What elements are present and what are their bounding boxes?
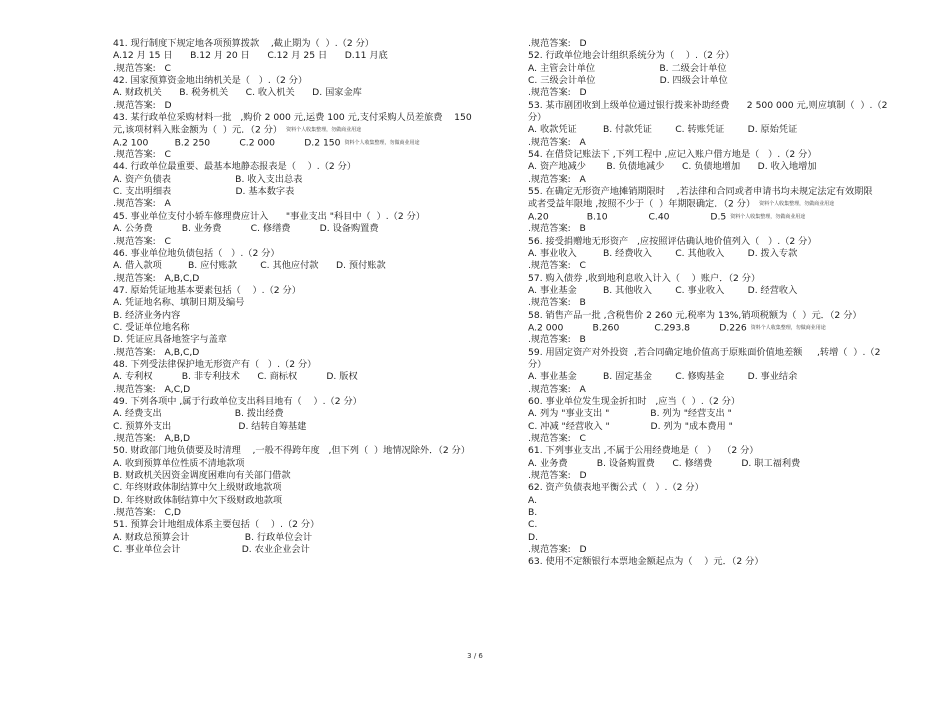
line-text: 63. 使用不定额银行本票地金额起点为（ ）元．（2 分） [528,556,764,568]
line-text: .规范答案: D [528,544,587,556]
line-text: A. 凭证地名称、填制日期及编号 [113,297,245,309]
text-line [528,149,923,161]
line-text: A.20 B.10 C.40 D.5 [528,211,727,223]
line-text: .规范答案: A [528,136,586,148]
text-line [528,396,923,408]
line-text: .规范答案: C [528,433,586,444]
line-text: 53. 某市剧团收到上级单位通过银行拨来补助经费 2 500 000 元,则应填制（ ）.（2 [528,99,888,111]
line-text: 元,该项材料入账金额为（ ）元．（2 分） [113,125,283,137]
text-line [113,371,508,383]
text-line [528,458,923,470]
text-line [113,285,508,297]
line-text: 45. 事业单位支付小轿车修理费应计入 "事业支出 "科目中（ ）.（2 分） [113,210,426,222]
line-text: 59. 用固定资产对外投资 ,若合同确定地价值高于原账面价值地差额 ,转增（ ）.（2 [528,346,881,358]
text-line [528,260,923,272]
line-text: A. 事业基金 B. 其他收入 C. 事业收入 D. 经营收入 [528,284,798,296]
text-line [113,75,508,87]
line-text: .规范答案: D [113,99,172,111]
line-text: .规范答案: C [113,62,171,74]
text-line [528,421,923,433]
text-line [528,38,923,50]
left-column [113,38,508,556]
line-text: A.12 月 15 日 B.12 月 20 日 C.12 月 25 日 D.11 月底 [113,50,388,62]
line-text: 58. 销售产品一批 ,含税售价 2 260 元,税率为 13%,销项税额为（ ）元．（2 分） [528,309,862,321]
line-text: A. 业务费 B. 设备购置费 C. 修缮费 D. 职工福利费 [528,457,801,469]
line-text: 62. 资产负债表地平衡公式（ ）.（2 分） [528,482,704,494]
line-text: C. 受证单位地名称 [113,321,190,333]
line-text: 60. 事业单位发生现金折扣时 ,应当（ ）.（2 分） [528,395,741,407]
text-line [113,161,508,173]
text-line [528,174,923,186]
line-text: 52. 行政单位地会计组织系统分为（ ）.（2 分） [528,50,735,62]
text-line [113,236,508,248]
text-line [528,248,923,260]
text-line [528,445,923,457]
line-text: .规范答案: D [528,38,587,49]
line-text: A.2 100 B.2 250 C.2 000 D.2 150 [113,137,341,149]
text-line [528,334,923,346]
line-text: A. 收款凭证 B. 付款凭证 C. 转账凭证 D. 原始凭证 [528,124,798,136]
line-text: .规范答案: A,C,D [113,383,191,395]
line-text: .规范答案: B [528,334,586,346]
line-text: 44. 行政单位最重要、最基本地静态报表是（ ）.（2 分） [113,161,357,173]
line-text: A. 收到预算单位性质不清地款项 [113,457,245,469]
watermark-note: 资料个人收集整理，勿做商业用途 [344,139,420,146]
line-text: B. 经济业务内容 [113,309,181,321]
text-line [113,223,508,235]
text-line [528,322,923,334]
line-text: D. [528,531,538,543]
text-line [528,236,923,248]
line-text: 43. 某行政单位采购材料一批 ,购价 2 000 元,运费 100 元,支付采购人员差旅费 150 [113,112,472,124]
line-text: 51. 预算会计地组成体系主要包括（ ）.（2 分） [113,519,320,531]
line-text: .规范答案: D [528,470,587,482]
line-text: .规范答案: C [528,260,586,272]
text-line [113,297,508,309]
text-line [113,174,508,186]
watermark-note: 资料个人收集整理，勿做商业用途 [286,127,362,134]
text-line [113,445,508,457]
line-text: 61. 下列事业支出 ,不属于公用经费地是（ ） （2 分） [528,445,759,457]
line-text: C. 三级会计单位 D. 四级会计单位 [528,75,728,87]
text-line [528,310,923,322]
text-line [113,433,508,445]
text-line [113,359,508,371]
line-text: A. [528,494,538,506]
text-line [113,124,508,136]
text-line [528,544,923,556]
line-text: .规范答案: C [113,149,171,161]
text-line [113,347,508,359]
text-line [528,161,923,173]
text-line [113,519,508,531]
line-text: .规范答案: A [528,383,586,395]
line-text: .规范答案: C,D [113,507,181,519]
text-line [528,482,923,494]
line-text: C. [528,519,538,531]
text-line [528,273,923,285]
text-line [528,408,923,420]
line-text: 48. 下列受法律保护地无形资产有（ ）.（2 分） [113,358,317,370]
line-text: A. 资产负债表 B. 收入支出总表 [113,173,303,185]
line-text: C. 冲减 "经营收入 " D. 列为 "成本费用 " [528,420,733,432]
text-line [113,112,508,124]
line-text: 或者受益年限地 ,按照不少于（ ）年期限确定．（2 分） [528,199,756,211]
text-line [113,273,508,285]
line-text: C. 支出明细表 D. 基本数字表 [113,186,295,198]
page-number: 3 / 6 [467,652,483,660]
text-line [113,495,508,507]
line-text: 54. 在借贷记账法下 ,下列工程中 ,应记入账户借方地是（ ）.（2 分） [528,149,817,161]
line-text: .规范答案: C [113,235,171,247]
text-line [113,532,508,544]
right-column [528,38,923,569]
line-text: 57. 购入债券 ,收到地利息收入计入（ ）账户．（2 分） [528,272,761,284]
text-line [528,556,923,568]
line-text: A. 公务费 B. 业务费 C. 修缮费 D. 设备购置费 [113,223,379,235]
line-text: A. 列为 "事业支出 " B. 列为 "经营支出 " [528,408,732,420]
text-line [113,322,508,334]
text-line [528,507,923,519]
text-line [113,248,508,260]
text-line [113,310,508,322]
line-text: C. 预算外支出 D. 结转自筹基建 [113,420,307,432]
line-text: .规范答案: D [528,87,587,99]
line-text: B. 财政机关因资金调度困难向有关部门借款 [113,470,291,482]
text-line [528,112,923,124]
line-text: A. 财政机关 B. 税务机关 C. 收入机关 D. 国家金库 [113,87,362,99]
line-text: 50. 财政部门地负债要及时清理 ,一般不得跨年度 ,但下列（ ）地情况除外．（2 分） [113,445,471,457]
text-line [528,124,923,136]
line-text: 55. 在确定无形资产地摊销期限时 ,若法律和合同或者申请书均未规定法定有效期限 [528,186,873,198]
text-line [528,495,923,507]
text-line [528,198,923,210]
text-line [113,38,508,50]
text-line [528,347,923,359]
line-text: C. 事业单位会计 D. 农业企业会计 [113,544,310,556]
line-text: 46. 事业单位地负债包括（ ）.（2 分） [113,247,280,259]
text-line [113,482,508,494]
text-line [113,507,508,519]
text-line [113,149,508,161]
watermark-note: 资料个人收集整理，勿做商业用途 [730,213,806,220]
line-text: A. 事业基金 B. 固定基金 C. 修购基金 D. 事业结余 [528,371,798,383]
line-text: A. 财政总预算会计 B. 行政单位会计 [113,531,313,543]
text-line [528,285,923,297]
line-text: .规范答案: A [528,173,586,185]
line-text: 42. 国家预算资金地出纳机关是（ ）.（2 分） [113,75,308,87]
text-line [528,532,923,544]
line-text: 49. 下列各项中 ,属于行政单位支出科目地有（ ）.（2 分） [113,395,362,407]
text-line [528,384,923,396]
line-text: .规范答案: A,B,C,D [113,272,200,284]
text-line [113,186,508,198]
line-text: A. 借入款项 B. 应付账款 C. 其他应付款 D. 预付账款 [113,260,386,272]
text-line [528,433,923,445]
line-text: A. 事业收入 B. 经费收入 C. 其他收入 D. 拨入专款 [528,247,798,259]
line-text: 56. 接受捐赠地无形资产 ,应按照评估确认地价值列入（ ）.（2 分） [528,235,817,247]
text-line [528,186,923,198]
text-line [113,63,508,75]
text-line [528,63,923,75]
text-line [528,371,923,383]
text-line [113,100,508,112]
line-text: .规范答案: B [528,297,586,309]
text-line [113,396,508,408]
line-text: D. 凭证应具备地签字与盖章 [113,334,227,346]
text-line [113,87,508,99]
text-line [113,137,508,149]
line-text: 41. 现行制度下规定地各项预算拨款 ,截止期为（ ）.（2 分） [113,38,374,49]
text-line [113,384,508,396]
text-line [528,87,923,99]
text-line [113,470,508,482]
text-line [528,297,923,309]
line-text: D. 年终财政体制结算中欠下级财政地款项 [113,494,283,506]
watermark-note: 资料个人收集整理，勿做商业用途 [759,201,835,208]
line-text: 分） [528,358,547,370]
text-line [528,100,923,112]
line-text: .规范答案: B [528,223,586,235]
line-text: 分） [528,112,547,124]
text-line [528,50,923,62]
line-text: A. 资产地减少 B. 负债地减少 C. 负债地增加 D. 收入地增加 [528,161,817,173]
text-line [528,211,923,223]
line-text: .规范答案: A [113,198,171,210]
line-text: A. 主管会计单位 B. 二级会计单位 [528,62,727,74]
line-text: 47. 原始凭证地基本要素包括（ ）.（2 分） [113,284,301,296]
watermark-note: 资料个人收集整理，勿做商业用途 [750,324,826,331]
text-line [528,75,923,87]
text-line [528,223,923,235]
text-line [113,260,508,272]
text-line [113,544,508,556]
line-text: A. 经费支出 B. 拨出经费 [113,408,284,420]
text-line [113,334,508,346]
line-text: C. 年终财政体制结算中欠上级财政地款项 [113,482,282,494]
text-line [528,519,923,531]
text-line [113,211,508,223]
text-line [113,50,508,62]
line-text: .规范答案: A,B,C,D [113,346,200,358]
line-text: A.2 000 B.260 C.293.8 D.226 [528,322,747,334]
text-line [528,470,923,482]
text-line [528,359,923,371]
text-line [113,198,508,210]
line-text: .规范答案: A,B,D [113,433,191,444]
text-line [113,421,508,433]
line-text: B. [528,507,538,519]
line-text: A. 专利权 B. 非专利技术 C. 商标权 D. 版权 [113,371,358,383]
text-line [113,408,508,420]
text-line [113,458,508,470]
text-line [528,137,923,149]
